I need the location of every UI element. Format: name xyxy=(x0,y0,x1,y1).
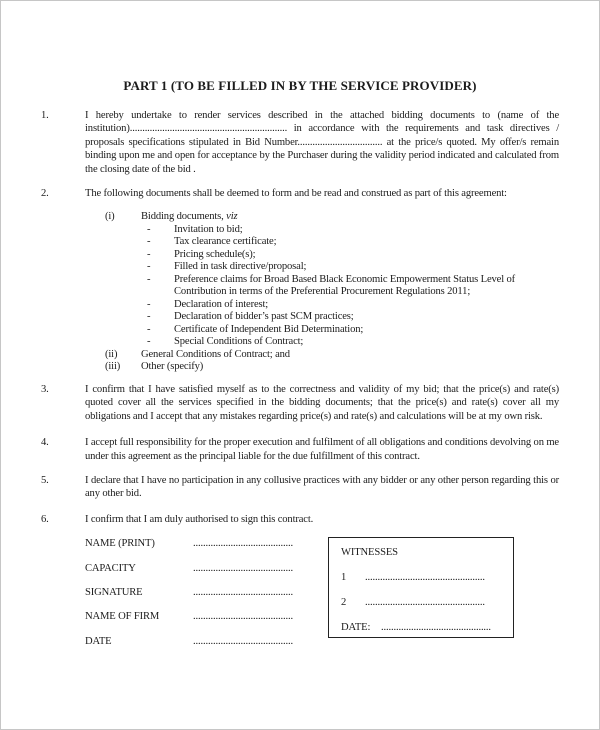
fill-in-line: ........................................ xyxy=(193,538,293,550)
clause-number: 3. xyxy=(41,383,49,395)
doc-item-i xyxy=(105,211,559,224)
bid-doc-item xyxy=(105,261,559,274)
fill-in-line: ........................................ xyxy=(193,611,293,623)
witness-fill-line: ................................................ xyxy=(365,572,485,584)
witness-date-line: ............................................ xyxy=(381,622,491,634)
bid-doc-item xyxy=(105,299,559,312)
clause-2 xyxy=(41,187,559,200)
clause-4 xyxy=(41,436,559,463)
witness-row-2 xyxy=(341,596,503,609)
witness-date-row xyxy=(341,621,503,634)
doc-item-label: General Conditions of Contract; and xyxy=(141,348,290,360)
dash-marker: - xyxy=(147,248,151,260)
fill-in-line: ........................................ xyxy=(193,635,293,647)
doc-item-marker: (iii) xyxy=(105,361,121,373)
doc-item-marker: (ii) xyxy=(105,348,118,360)
bid-doc-text: Declaration of bidder’s past SCM practices; xyxy=(174,311,354,323)
fill-in-line: ........................................ xyxy=(193,562,293,574)
fill-in-line: ........................................ xyxy=(193,587,293,598)
bid-doc-text: Tax clearance certificate; xyxy=(174,236,277,248)
bid-doc-text: Special Conditions of Contract; xyxy=(174,336,304,348)
dash-marker: - xyxy=(147,323,151,335)
bid-doc-item xyxy=(105,274,559,299)
bid-doc-text: Certificate of Independent Bid Determination; xyxy=(174,323,364,335)
bid-doc-item xyxy=(105,324,559,337)
bid-doc-text: Filled in task directive/proposal; xyxy=(174,261,307,273)
document-list xyxy=(41,211,559,374)
field-label: DATE xyxy=(85,635,112,647)
clause-number: 6. xyxy=(41,513,49,525)
clause-number: 5. xyxy=(41,474,49,486)
bid-doc-text: Invitation to bid; xyxy=(174,223,243,235)
field-label: NAME (PRINT) xyxy=(85,538,155,550)
witness-fill-line: ................................................ xyxy=(365,597,485,609)
clause-text: I confirm that I have satisfied myself as to the correctness and validity of my bid; that the price(s) and rate(s) quoted cover all the services specified in the bidding documents; that the price(s) and rate(s) cover all my obligations and I accept that any mistakes regarding price(s) and rate(s) and calculations will be at my own risk. xyxy=(85,383,559,422)
clause-text: I declare that I have no participation in any collusive practices with any bidder or any other person regarding this or any other bid. xyxy=(85,474,559,500)
field-date xyxy=(85,635,328,648)
bid-doc-item xyxy=(105,236,559,249)
clause-text: I confirm that I am duly authorised to sign this contract. xyxy=(85,513,314,525)
dash-marker: - xyxy=(147,298,151,310)
doc-item-ii xyxy=(105,349,559,362)
clause-number: 2. xyxy=(41,188,49,200)
page-title: PART 1 (TO BE FILLED IN BY THE SERVICE PROVIDER) xyxy=(123,78,477,93)
doc-item-label-italic: viz xyxy=(226,211,238,223)
dash-marker: - xyxy=(147,336,151,348)
field-signature xyxy=(85,586,328,599)
clause-6 xyxy=(41,513,559,526)
field-label: CAPACITY xyxy=(85,562,136,574)
doc-item-iii xyxy=(105,361,559,374)
witness-row-1 xyxy=(341,571,503,584)
field-name-of-firm xyxy=(85,610,328,623)
field-label: NAME OF FIRM xyxy=(85,611,160,623)
dash-marker: - xyxy=(147,261,151,273)
witnesses-box xyxy=(328,537,514,638)
doc-item-label xyxy=(141,211,559,224)
bid-doc-text: Preference claims for Broad Based Black Economic Empowerment Status Level of Contribution in terms of the Preferential Procurement Regulations 2011; xyxy=(174,273,516,298)
bid-doc-item xyxy=(105,311,559,324)
bid-doc-item xyxy=(105,249,559,262)
clause-3 xyxy=(41,383,559,423)
field-label: SIGNATURE xyxy=(85,587,143,598)
signature-form xyxy=(41,537,559,659)
doc-item-marker: (i) xyxy=(105,211,115,223)
dash-marker: - xyxy=(147,311,151,323)
clause-5 xyxy=(41,474,559,501)
clause-number: 4. xyxy=(41,437,49,449)
bid-doc-text: Declaration of interest; xyxy=(174,298,269,310)
dash-marker: - xyxy=(147,273,151,285)
field-name-print xyxy=(85,537,328,550)
bid-doc-text: Pricing schedule(s); xyxy=(174,248,256,260)
field-capacity xyxy=(85,562,328,575)
doc-item-label: Other (specify) xyxy=(141,361,204,373)
clause-text: I accept full responsibility for the proper execution and fulfilment of all obligations and conditions devolving on me under this agreement as the principal liable for the due fulfillment of this contract. xyxy=(85,437,559,462)
bid-doc-item xyxy=(105,224,559,237)
dash-marker: - xyxy=(147,236,151,248)
witness-number: 2 xyxy=(341,597,347,609)
bid-doc-item xyxy=(105,336,559,349)
doc-item-label-text: Bidding documents, xyxy=(141,211,227,223)
witnesses-title: WITNESSES xyxy=(341,547,398,559)
witness-number: 1 xyxy=(341,572,347,584)
clause-text: I hereby undertake to render services described in the attached bidding documents to (name of the institution)............................................................... in accordance with the requirements and task directives / proposals specifications stipulated in Bid Number.................................. at the price/s quoted. My offer/s remain binding upon me and open for acceptance by the Purchaser during the validity period indicated and calculated from the closing date of the bid . xyxy=(85,110,559,175)
dash-marker: - xyxy=(147,223,151,235)
clause-text: The following documents shall be deemed to form and be read and construed as part of this agreement: xyxy=(85,188,507,200)
clause-1 xyxy=(41,109,559,176)
signature-fields xyxy=(85,537,328,659)
witness-date-label: DATE: xyxy=(341,622,371,634)
clause-number: 1. xyxy=(41,110,49,121)
